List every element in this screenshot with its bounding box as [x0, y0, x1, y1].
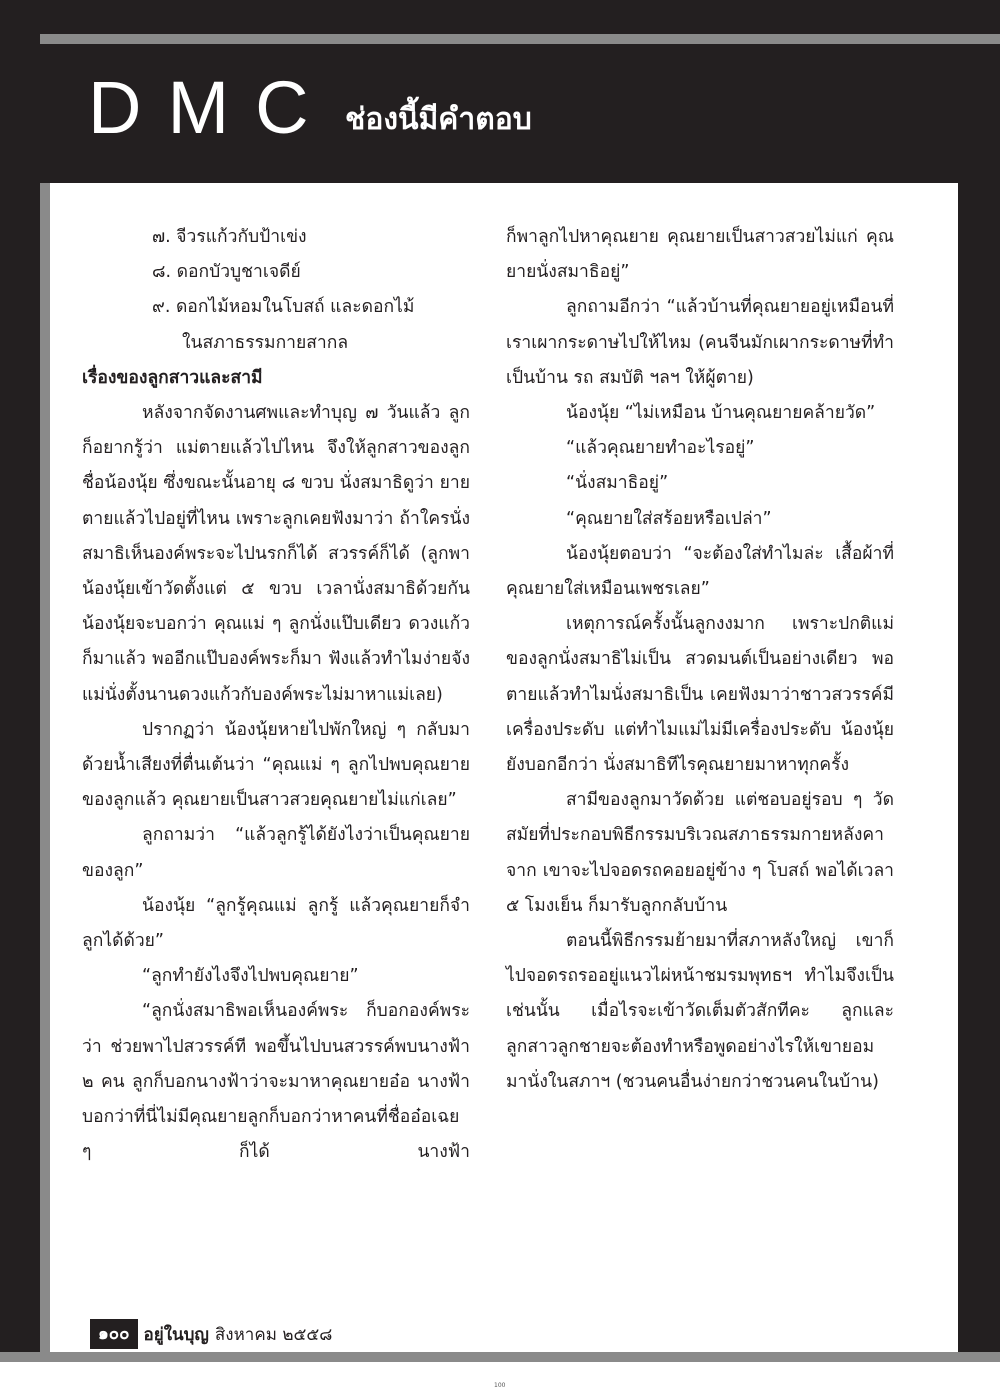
issue-date: สิงหาคม ๒๕๕๘: [214, 1324, 333, 1345]
brand-logo: DMC: [88, 66, 335, 149]
paragraph: “นั่งสมาธิอยู่”: [566, 473, 669, 494]
list-item: ๘. ดอกบัวบูชาเจดีย์: [152, 262, 301, 283]
paragraph: น้องนุ้ย “ลูกรู้คุณแม่ ลูกรู้ แล้วคุณยายก็จำลูกได้ด้วย”: [82, 895, 470, 952]
section-title: ช่องนี้มีคำตอบ: [345, 102, 532, 137]
paragraph: “คุณยายใส่สร้อยหรือเปล่า”: [566, 508, 772, 529]
top-gray-stripe: [40, 34, 1000, 44]
article-body: [50, 183, 958, 1352]
list-item-continued: ในสภาธรรมกายสากล: [182, 332, 349, 353]
paragraph: เหตุการณ์ครั้งนั้นลูกงงมาก เพราะปกติแม่ของลูกนั่งสมาธิไม่เป็น สวดมนต์เป็นอย่างเดียว พอตายแล้วทำไมนั่งสมาธิเป็น เคยฟังมาว่าชาวสวรรค์มีเครื่องประดับ แต่ทำไมแม่ไม่มีเครื่องประดับ น้องนุ้ยยังบอกอีกว่า นั่งสมาธิทีไรคุณยายมาหาทุกครั้ง: [506, 614, 894, 776]
page-number: ๑๐๐: [90, 1319, 138, 1349]
paragraph: ลูกถามอีกว่า “แล้วบ้านที่คุณยายอยู่เหมือนที่เราเผากระดาษไปให้ไหม (คนจีนมักเผากระดาษที่ทำเป็นบ้าน รถ สมบัติ ฯลฯ ให้ผู้ตาย): [506, 297, 894, 388]
paragraph: น้องนุ้ย “ไม่เหมือน บ้านคุณยายคล้ายวัด”: [566, 403, 876, 424]
paragraph: ลูกถามว่า “แล้วลูกรู้ได้ยังไงว่าเป็นคุณยายของลูก”: [82, 825, 470, 881]
paragraph: “แล้วคุณยายทำอะไรอยู่”: [566, 438, 755, 459]
paragraph: ปรากฏว่า น้องนุ้ยหายไปพักใหญ่ ๆ กลับมาด้วยน้ำเสียงที่ตื่นเต้นว่า “คุณแม่ ๆ ลูกไปพบคุณยายของลูกแล้ว คุณยายเป็นสาวสวยคุณยายไม่แก่เลย”: [82, 719, 470, 811]
paragraph: “ลูกนั่งสมาธิพอเห็นองค์พระ ก็บอกองค์พระว่า ช่วยพาไปสวรรค์ที พอขึ้นไปบนสวรรค์พบนางฟ้า ๒ คน ลูกก็บอกนางฟ้าว่าจะมาหาคุณยายอ๋อ นางฟ้าบอกว่าที่นี่ไม่มีคุณยายลูกก็บอกว่าหาคนที่ชื่ออ๋อเฉย ๆ ก็ได้ นางฟ้า: [82, 1001, 470, 1163]
side-gray-stripe: [40, 183, 50, 1352]
paragraph: หลังจากจัดงานศพและทำบุญ ๗ วันแล้ว ลูกก็อยากรู้ว่า แม่ตายแล้วไปไหน จึงให้ลูกสาวของลูกชื่อน้องนุ้ย ซึ่งขณะนั้นอายุ ๘ ขวบ นั่งสมาธิดูว่า ยายตายแล้วไปอยู่ที่ไหน เพราะลูกเคยฟังมาว่า ถ้าใครนั่งสมาธิเห็นองค์พระจะไปนรกก็ได้ สวรรค์ก็ได้ (ลูกพาน้องนุ้ยเข้าวัดตั้งแต่ ๕ ขวบ เวลานั่งสมาธิด้วยกัน น้องนุ้ยจะบอกว่า คุณแม่ ๆ ลูกนั่งแป๊บเดียว ดวงแก้วก็มาแล้ว พออีกแป๊บองค์พระก็มา ฟังแล้วทำไมง่ายจัง แม่นั่งตั้งนานดวงแก้วกับองค์พระไม่มาหาแม่เลย): [82, 403, 470, 705]
page-footer: [90, 1318, 332, 1350]
article-heading: เรื่องของลูกสาวและสามี: [82, 367, 263, 388]
right-column: [506, 220, 894, 1100]
paragraph: “ลูกทำยังไงจึงไปพบคุณยาย”: [142, 966, 359, 987]
paragraph: ตอนนี้พิธีกรรมย้ายมาที่สภาหลังใหญ่ เขาก็ไปจอดรถรออยู่แนวไผ่หน้าชมรมพุทธฯ ทำไมจึงเป็นเช่นนั้น เมื่อไรจะเข้าวัดเต็มตัวสักทีคะ ลูกและลูกสาวลูกชายจะต้องทำหรือพูดอย่างไรให้เขายอมมานั่งในสภาฯ (ชวนคนอื่นง่ายกว่าชวนคนในบ้าน): [506, 931, 894, 1092]
bottom-gray-stripe: [0, 1352, 1000, 1362]
paragraph-continued: ก็พาลูกไปหาคุณยาย คุณยายเป็นสาวสวยไม่แก่ คุณยายนั่งสมาธิอยู่”: [506, 227, 894, 283]
left-column: [82, 220, 470, 1170]
list-item: ๙. ดอกไม้หอมในโบสถ์ และดอกไม้: [152, 297, 415, 318]
folio-number: 100: [494, 1382, 506, 1389]
paragraph: น้องนุ้ยตอบว่า “จะต้องใส่ทำไมล่ะ เสื้อผ้าที่คุณยายใส่เหมือนเพชรเลย”: [506, 543, 894, 600]
paragraph: สามีของลูกมาวัดด้วย แต่ชอบอยู่รอบ ๆ วัด สมัยที่ประกอบพิธีกรรมบริเวณสภาธรรมกายหลังคาจาก เขาจะไปจอดรถคอยอยู่ข้าง ๆ โบสถ์ พอได้เวลา ๕ โมงเย็น ก็มารับลูกกลับบ้าน: [506, 790, 894, 916]
magazine-name: อยู่ในบุญ: [143, 1324, 209, 1345]
list-item: ๗. จีวรแก้วกับป้าเข่ง: [152, 227, 307, 247]
